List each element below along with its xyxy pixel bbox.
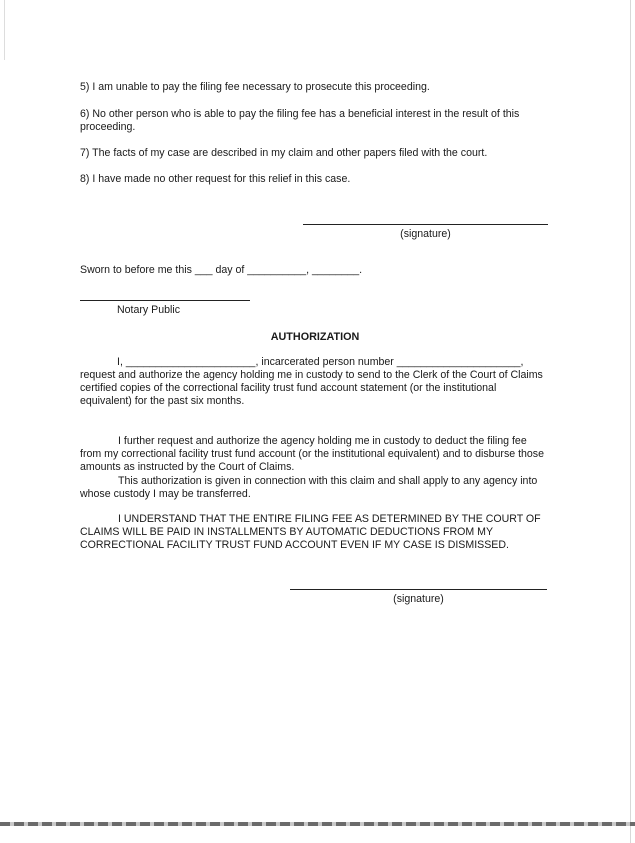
authorization-deduct-paragraph: I further request and authorize the agency holding me in custody to deduct the filing fee from my correctional facility trust fund account (or the institutional equivalent) and to disburse those amounts as instructed by the Court of Claims. bbox=[80, 435, 544, 473]
notary-public-label: Notary Public bbox=[117, 304, 180, 316]
authorization-understand-paragraph: I UNDERSTAND THAT THE ENTIRE FILING FEE AS DETERMINED BY THE COURT OF CLAIMS WILL BE PAID IN INSTALLMENTS BY AUTOMATIC DEDUCTIONS FROM MY CORRECTIONAL FACILITY TRUST FUND ACCOUNT EVEN IF MY CASE IS DISMISSED. bbox=[80, 513, 541, 551]
statement-7: 7) The facts of my case are described in my claim and other papers filed with the court. bbox=[80, 147, 488, 159]
authorization-request-paragraph: request and authorize the agency holding me in custody to send to the Clerk of the Court of Claims certified copies of the correctional facility trust fund account statement (or the institutional equivalent) for the past six months. bbox=[80, 369, 543, 407]
scan-bottom-border bbox=[0, 822, 635, 826]
signature-label-1: (signature) bbox=[400, 228, 451, 240]
notary-signature-line bbox=[80, 300, 250, 301]
authorization-heading: AUTHORIZATION bbox=[270, 331, 360, 343]
scan-edge-left bbox=[4, 0, 5, 60]
statement-6: 6) No other person who is able to pay the filing fee has a beneficial interest in the result of this proceeding. bbox=[80, 108, 520, 133]
signature-line-2 bbox=[290, 589, 547, 590]
signature-line-1 bbox=[303, 224, 548, 225]
statement-5: 5) I am unable to pay the filing fee necessary to prosecute this proceeding. bbox=[80, 81, 430, 93]
authorization-transfer-paragraph: This authorization is given in connection with this claim and shall apply to any agency into whose custody I may be transferred. bbox=[80, 475, 538, 500]
sworn-statement: Sworn to before me this ___ day of __________, ________. bbox=[80, 264, 363, 276]
scan-edge-right bbox=[630, 0, 631, 843]
signature-label-2: (signature) bbox=[393, 593, 444, 605]
authorization-name-line: I, ______________________, incarcerated person number _____________________, bbox=[117, 356, 524, 368]
statement-8: 8) I have made no other request for this relief in this case. bbox=[80, 173, 351, 185]
